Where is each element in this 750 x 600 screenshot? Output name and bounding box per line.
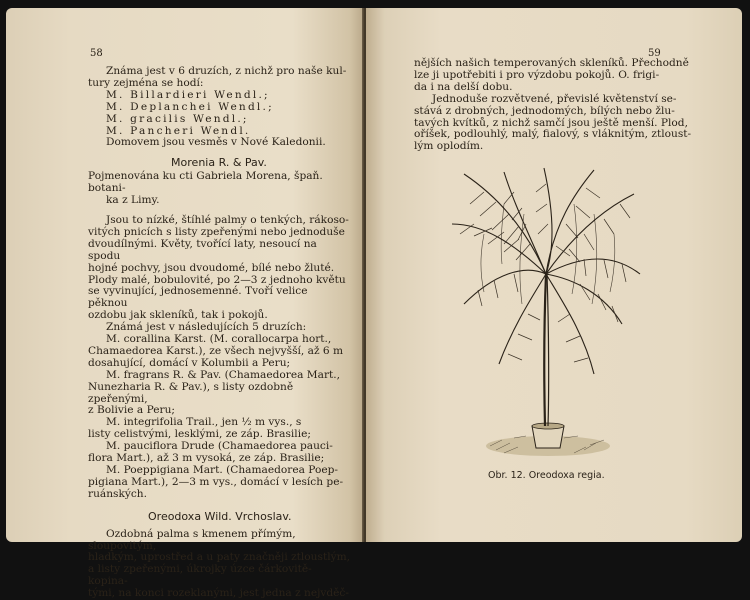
- text-line: ruánských.: [88, 487, 147, 500]
- text-line: Plody malé, bobulovité, po 2—3 z jednoho květu: [88, 273, 346, 286]
- text-line: dvoudílnými. Květy, tvořící laty, nesoucí na spodu: [88, 237, 317, 262]
- section-heading: Morenia R. & Pav.: [171, 156, 267, 170]
- text-line: Jsou to nízké, štíhlé palmy o tenkých, rákoso-: [106, 213, 349, 226]
- text-line: M. pauciflora Drude (Chamaedorea pauci-: [106, 440, 333, 453]
- paragraph: Známá jest v následujících 5 druzích:: [106, 321, 307, 334]
- page-number-left: 58: [90, 48, 103, 59]
- text-line: Ozdobná palma s kmenem přímým, sloupovitým,: [88, 527, 296, 552]
- palm-illustration: [444, 164, 644, 464]
- text-line: Pojmenována ku cti Gabriela Morena, špaň. botani-: [88, 170, 323, 195]
- text-line: ka z Limy.: [106, 194, 160, 207]
- text-line: lým oplodím.: [414, 140, 484, 153]
- text-line: M. Poeppigiana Mart. (Chamaedorea Poep-: [106, 464, 338, 476]
- text-line: M. integrifolia Trail., jen ½ m vys., s: [106, 416, 302, 429]
- paragraph: Domovem jsou vesměs v Nové Kaledonii.: [106, 136, 326, 149]
- text-line: tavých kvítků, z nichž samčí jsou ještě menší. Plod,: [414, 116, 688, 129]
- species-item: M. Deplanchei Wendl.;: [106, 100, 274, 113]
- text-line: ozdobu jak skleníků, tak i pokojů.: [88, 309, 268, 322]
- left-page: [6, 8, 364, 600]
- text-line: dosahující, domácí v Kolumbii a Peru;: [88, 356, 291, 369]
- text-line: flora Mart.), až 3 m vysoká, ze záp. Brasilie;: [88, 452, 325, 465]
- right-page-text: [414, 58, 712, 153]
- text-line: M. fragrans R. & Pav. (Chamaedorea Mart.,: [106, 368, 341, 381]
- text-line: nějších našich temperovaných skleníků. Přechodně: [414, 57, 689, 69]
- section-heading: Oreodoxa Wild. Vrchoslav.: [148, 509, 292, 523]
- species-item: M. Pancheri Wendl.: [106, 124, 251, 137]
- text-line: hladkým, uprostřed a u paty značněji ztloustlým,: [88, 551, 350, 564]
- species-item: M. gracilis Wendl.;: [106, 112, 249, 125]
- text-line: z Bolivie a Peru;: [88, 404, 175, 417]
- text-line: da i na delší dobu.: [414, 80, 513, 93]
- text-line: pigiana Mart.), 2—3 m vys., domácí v lesích pe-: [88, 475, 344, 488]
- text-line: se vyvinující, jednosemenné. Tvoří velice pěknou: [88, 285, 308, 310]
- text-line: lze ji upotřebiti i pro výzdobu pokojů. O. frigi-: [414, 68, 660, 81]
- figure-caption: Obr. 12. Oreodoxa regia.: [488, 470, 605, 481]
- right-page: [366, 8, 742, 542]
- text-line: Nunezharia R. & Pav.), s listy ozdobně zpeřenými,: [88, 380, 294, 405]
- paragraph: tury zejména se hodí:: [88, 76, 204, 89]
- text-line: listy celistvými, lesklými, ze záp. Brasilie;: [88, 428, 311, 441]
- text-line: a listy zpeřenými, úkrojky úzce čárkovitě-kopina-: [88, 563, 312, 588]
- text-line: stává z drobných, jednodomých, bílých nebo žlu-: [414, 104, 675, 117]
- left-page-text: [88, 66, 350, 600]
- text-line: hojné pochvy, jsou dvoudomé, bílé nebo žluté.: [88, 261, 335, 274]
- paragraph: Známa jest v 6 druzích, z nichž pro naše kul-: [106, 65, 347, 77]
- text-line: Chamaedorea Karst.), ze všech nejvyšší, až 6 m: [88, 344, 344, 357]
- text-line: vitých pnicích s listy zpeřenými nebo jednoduše: [88, 225, 345, 238]
- text-line: M. corallina Karst. (M. corallocarpa hort.,: [106, 333, 332, 346]
- text-line: tými, na konci rozeklanými, jest jedna z nejvděč-: [88, 587, 349, 600]
- text-line: oříšek, podlouhlý, malý, fialový, s vláknitým, ztloust-: [414, 128, 692, 141]
- page-number-right: 59: [648, 48, 661, 59]
- text-line: Jednoduše rozvětvené, převislé květenství se-: [432, 92, 677, 105]
- species-item: M. Billardieri Wendl.;: [106, 88, 270, 101]
